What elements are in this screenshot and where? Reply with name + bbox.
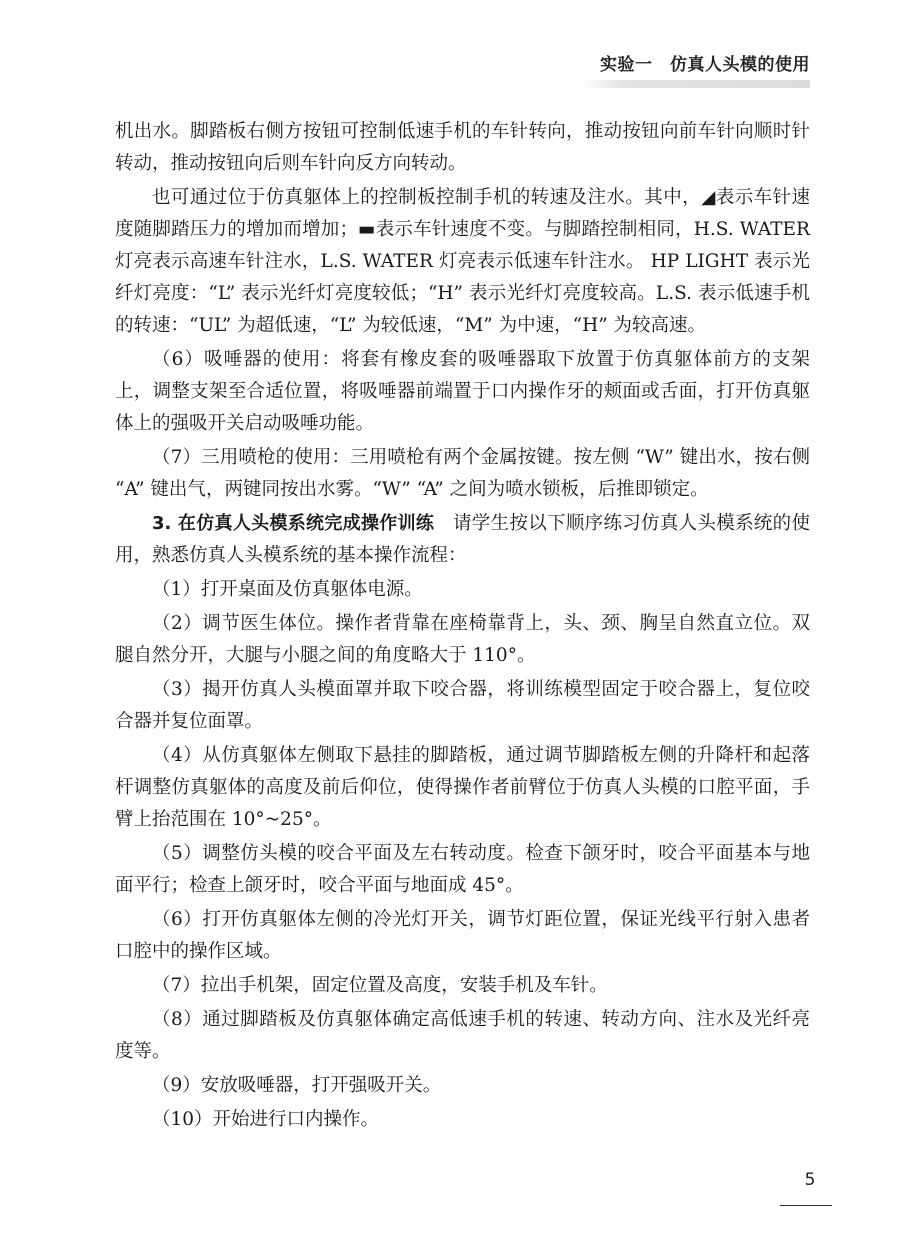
header-band — [582, 80, 810, 88]
paragraph-control-panel: 也可通过位于仿真躯体上的控制板控制手机的转速及注水。其中，◢表示车针速度随脚踏压力的增加而增加；▬表示车针速度不变。与脚踏控制相同，H.S. WATER 灯亮表示高速车针注水，L.S. WATER 灯亮表示低速车针注水。 HP LIGHT 表示光纤灯亮度：“L” 表示光纤灯亮度较低；“H” 表示光纤灯亮度较高。L.S. 表示低速手机的转速：“UL” 为超低速，“L” 为较低速，“M” 为中速，“H” 为较高速。 — [115, 187, 810, 336]
page-number-rule — [780, 1205, 832, 1206]
section-3-intro: 请学生按以下顺序练习仿真人头模系统的使用，熟悉仿真人头模系统的基本操作流程： — [115, 513, 810, 566]
step-4: （4）从仿真躯体左侧取下悬挂的脚踏板，通过调节脚踏板左侧的升降杆和起落杆调整仿真躯体的高度及前后仰位，使得操作者前臂位于仿真人头模的口腔平面，手臂上抬范围在 10°~25°。 — [115, 745, 810, 830]
paragraph-continuation: 机出水。脚踏板右侧方按钮可控制低速手机的车针转向，推动按钮向前车针向顺时针转动，推动按钮向后则车针向反方向转动。 — [115, 121, 810, 174]
step-8: （8）通过脚踏板及仿真躯体确定高低速手机的转速、转动方向、注水及光纤亮度等。 — [115, 1009, 810, 1062]
paragraph-section-3 — [115, 508, 810, 572]
paragraph-triple-syringe: （7）三用喷枪的使用：三用喷枪有两个金属按键。按左侧 “W” 键出水，按右侧 “A” 键出气，两键同按出水雾。“W” “A” 之间为喷水锁板，后推即锁定。 — [115, 447, 810, 500]
step-7: （7）拉出手机架，固定位置及高度，安装手机及车针。 — [152, 975, 608, 996]
running-head-title: 实验一 仿真人头模的使用 — [600, 55, 810, 75]
step-2: （2）调节医生体位。操作者背靠在座椅靠背上，头、颈、胸呈自然直立位。双腿自然分开，大腿与小腿之间的角度略大于 110°。 — [115, 613, 810, 666]
step-5: （5）调整仿头模的咬合平面及左右转动度。检查下颌牙时，咬合平面基本与地面平行；检查上颌牙时，咬合平面与地面成 45°。 — [115, 843, 810, 896]
step-6: （6）打开仿真躯体左侧的冷光灯开关，调节灯距位置，保证光线平行射入患者口腔中的操作区域。 — [115, 909, 810, 962]
section-3-heading: 3. 在仿真人头模系统完成操作训练 — [152, 513, 435, 534]
body-text — [115, 116, 810, 1138]
step-9: （9）安放吸唾器，打开强吸开关。 — [152, 1075, 442, 1096]
page-number: 5 — [804, 1170, 816, 1190]
step-10: （10）开始进行口内操作。 — [152, 1109, 380, 1130]
step-3: （3）揭开仿真人头模面罩并取下咬合器，将训练模型固定于咬合器上，复位咬合器并复位面罩。 — [115, 679, 810, 732]
paragraph-saliva-ejector: （6）吸唾器的使用：将套有橡皮套的吸唾器取下放置于仿真躯体前方的支架上，调整支架至合适位置，将吸唾器前端置于口内操作牙的颊面或舌面，打开仿真躯体上的强吸开关启动吸唾功能。 — [115, 349, 810, 434]
step-1: （1）打开桌面及仿真躯体电源。 — [152, 579, 423, 600]
